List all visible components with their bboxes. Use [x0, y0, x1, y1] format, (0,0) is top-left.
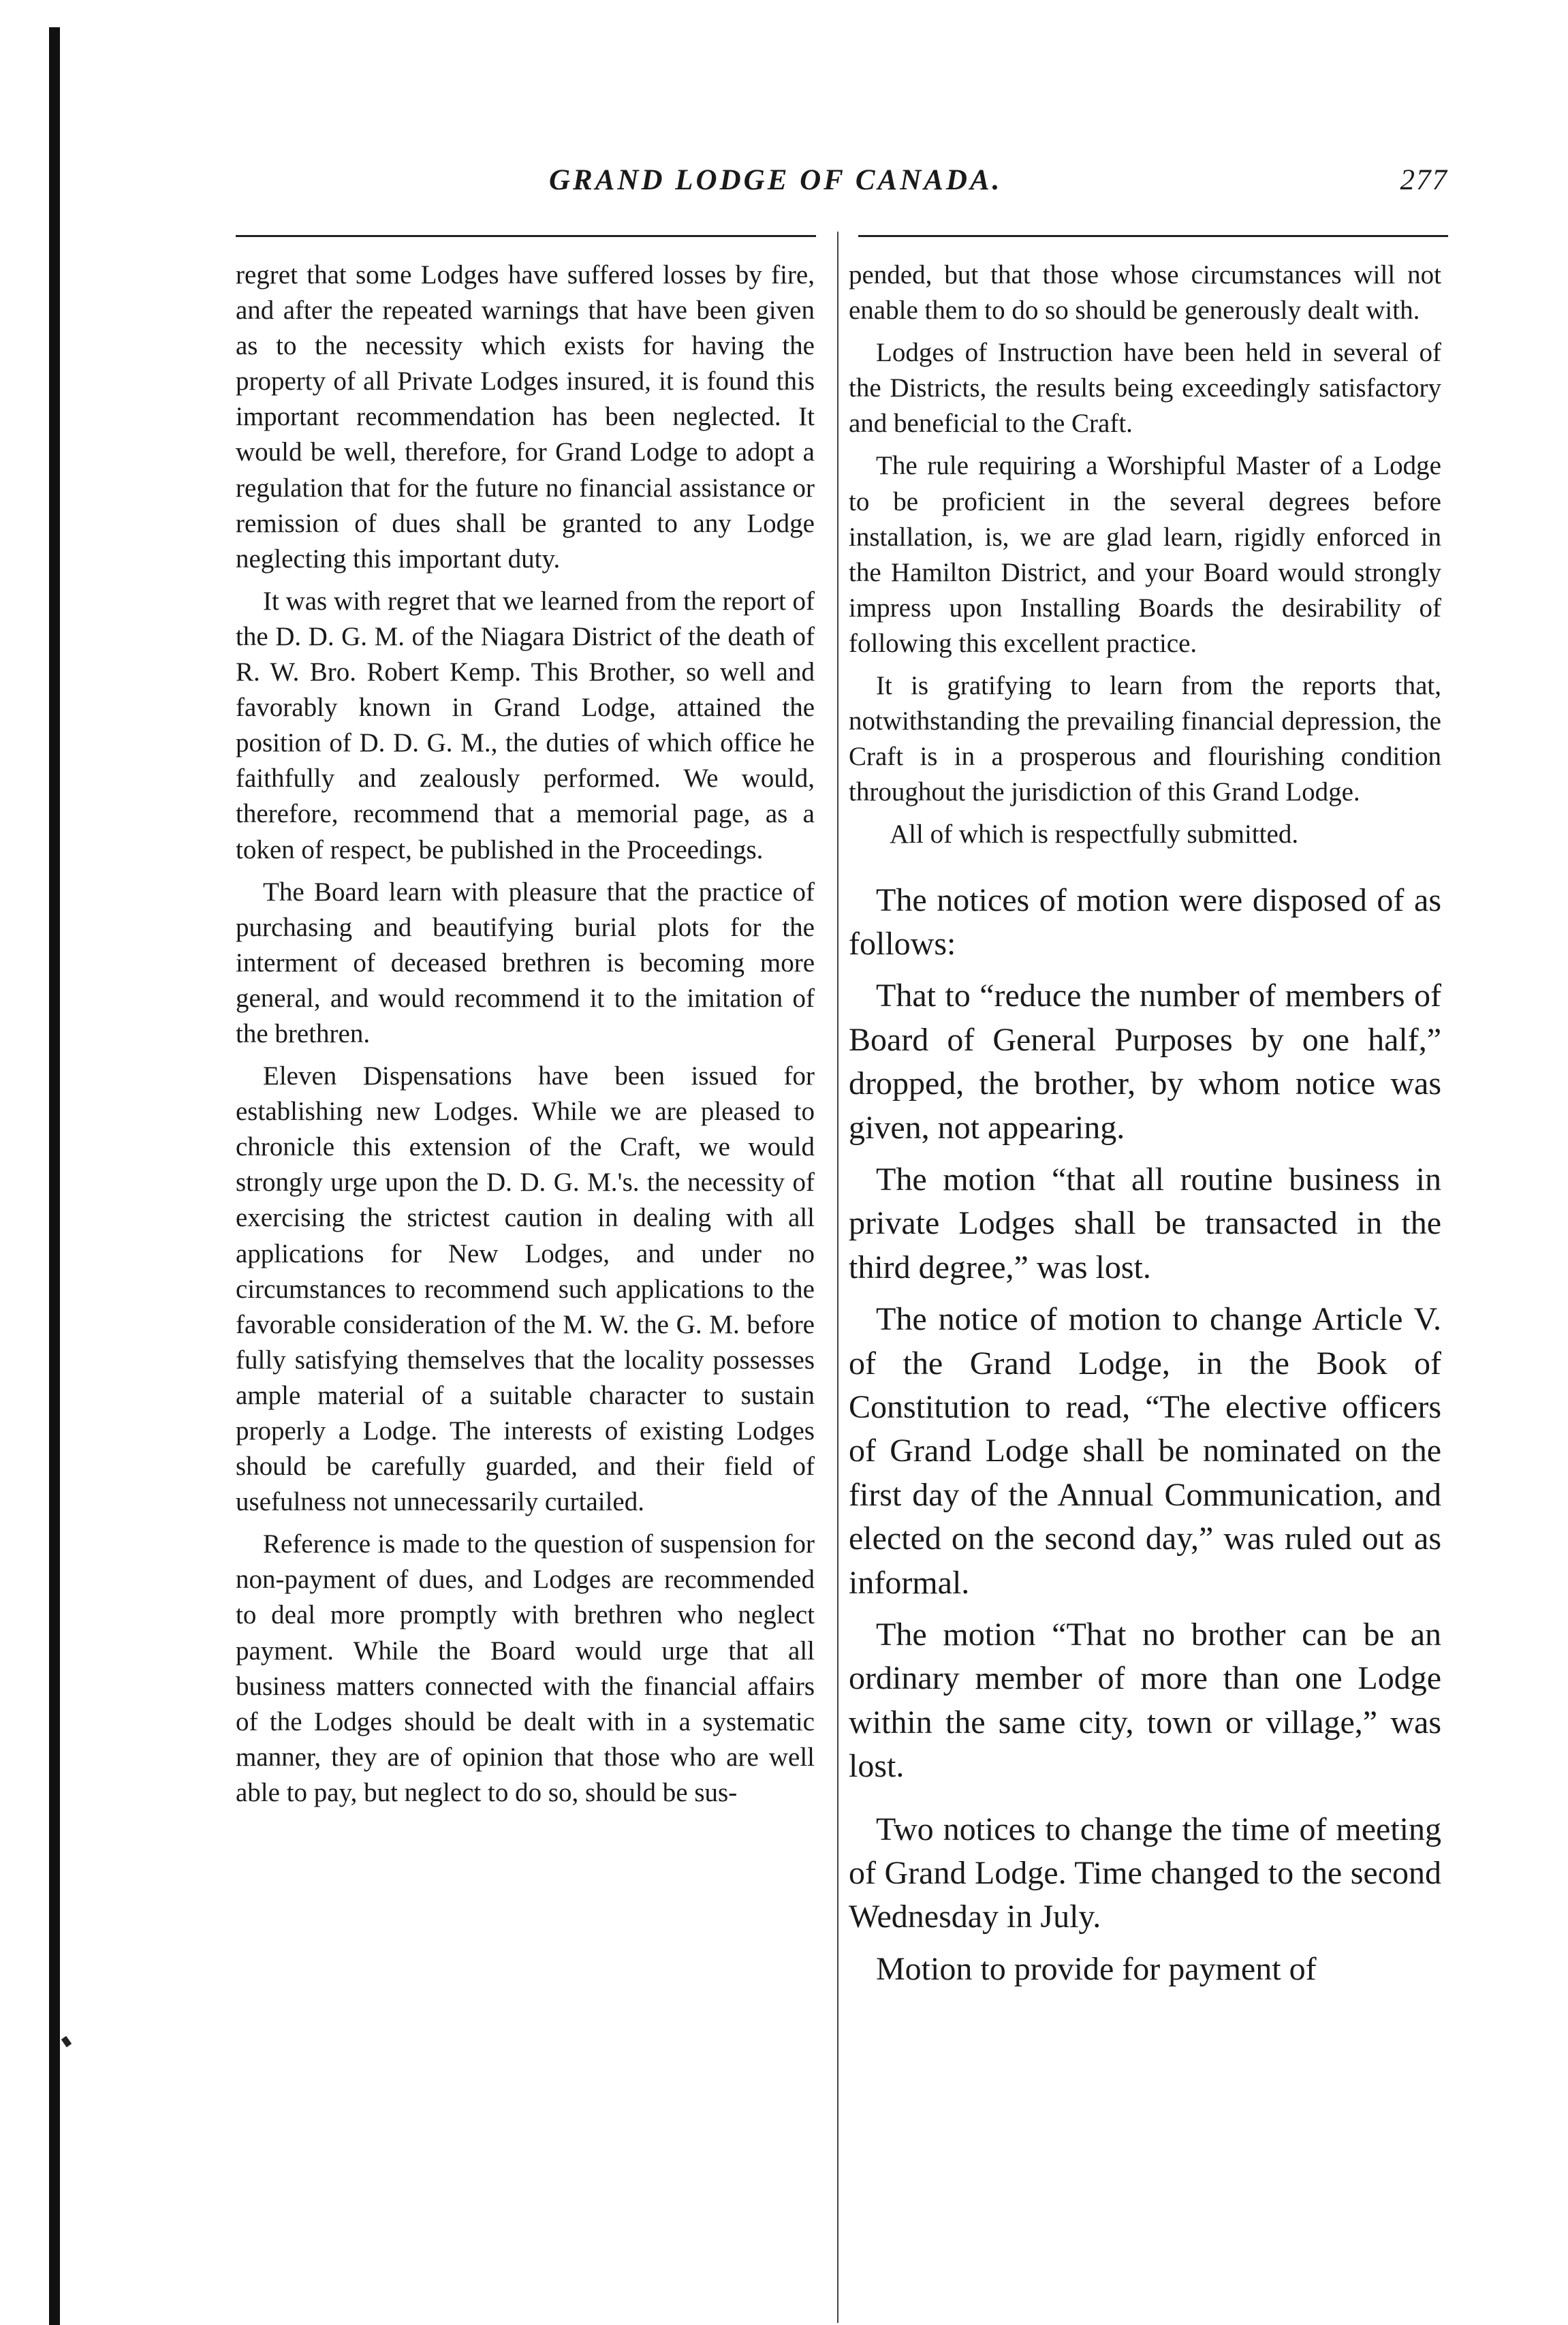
paragraph-article-five: The notice of motion to change Article V. of the Grand Lodge, in the Book of Constitution to read, “The elective officers of Grand Lodge shall be nominated on the first day of the Annual Communication, and elected on the second day,” was ruled out as informal.	[849, 1301, 1441, 1601]
paragraph-craft-prosperous: It is gratifying to learn from the reports that, notwithstanding the prevailing financial depression, the Craft is in a prosperous and flourishing condition throughout the jurisdiction of this Grand Lodge.	[849, 671, 1441, 807]
page-binding-edge	[49, 27, 60, 2325]
paragraph-third-degree: The motion “that all routine business in private Lodges shall be transacted in the third degree,” was lost.	[849, 1161, 1441, 1285]
paragraph-respectfully-submitted: All of which is respectfully submitted.	[890, 820, 1299, 849]
paragraph-ordinary-member: The motion “That no brother can be an ordinary member of more than one Lodge within the same city, town or village,” was lost.	[849, 1617, 1441, 1785]
running-head	[236, 163, 1448, 204]
binding-mark	[61, 2036, 72, 2048]
column-separator	[837, 232, 838, 2323]
right-column	[849, 258, 1441, 1991]
header-rule-left	[236, 235, 816, 237]
paragraph-suspension-continued: pended, but that those whose circumstances will not enable them to do so should be generously dealt with.	[849, 260, 1441, 326]
left-column	[236, 258, 815, 1811]
header-rule-right	[858, 235, 1448, 237]
paragraph-payment-motion: Motion to provide for payment of	[876, 1950, 1317, 1987]
paragraph-worshipful-master-rule: The rule requiring a Worshipful Master of a Lodge to be proficient in the several degrees before installation, is, we are glad learn, rigidly enforced in the Hamilton District, and your Board would strongly impress upon Installing Boards the desirability of following this excellent practice.	[849, 451, 1441, 658]
page-number: 277	[1400, 164, 1448, 196]
paragraph-dispensations: Eleven Dispensations have been issued for establishing new Lodges. While we are pleased to chronicle this extension of the Craft, we would strongly urge upon the D. D. G. M.'s. the necessity of exercising the strictest caution in dealing with all applications for New Lodges, and under no circumstances to recommend such applications to the favorable consideration of the M. W. the G. M. before fully satisfying themselves that the locality possesses ample material of a suitable character to sustain properly a Lodge. The interests of existing Lodges should be carefully guarded, and their field of usefulness not unnecessarily curtailed.	[236, 1061, 815, 1517]
paragraph-memorial-kemp: It was with regret that we learned from the report of the D. D. G. M. of the Niagara District of the death of R. W. Bro. Robert Kemp. This Brother, so well and favorably known in Grand Lodge, attained the position of D. D. G. M., the duties of which office he faithfully and zealously performed. We would, therefore, recommend that a memorial page, as a token of respect, be published in the Proceedings.	[236, 586, 815, 864]
paragraph-reduce-board: That to “reduce the number of members of Board of General Purposes by one half,” dropped, the brother, by whom notice was given, not appearing.	[849, 978, 1441, 1146]
paragraph-lodges-of-instruction: Lodges of Instruction have been held in several of the Districts, the results being exceedingly satisfactory and beneficial to the Craft.	[849, 338, 1441, 439]
paragraph-fire-losses: regret that some Lodges have suffered losses by fire, and after the repeated warnings that have been given as to the necessity which exists for having the property of all Private Lodges insured, it is found this important recommendation has been neglected. It would be well, therefore, for Grand Lodge to adopt a regulation that for the future no financial assistance or remission of dues shall be granted to any Lodge neglecting this important duty.	[236, 260, 815, 574]
paragraph-burial-plots: The Board learn with pleasure that the practice of purchasing and beautifying burial plots for the interment of deceased brethren is becoming more general, and would recommend it to the imitation of the brethren.	[236, 877, 815, 1048]
running-head-title: GRAND LODGE OF CANADA.	[549, 164, 1003, 196]
paragraph-suspension-dues: Reference is made to the question of suspension for non-payment of dues, and Lodges are recommended to deal more promptly with brethren who neglect payment. While the Board would urge that all business matters connected with the financial affairs of the Lodges should be dealt with in a systematic manner, they are of opinion that those who are well able to pay, but neglect to do so, should be sus-	[236, 1529, 815, 1807]
paragraph-notices-of-motion: The notices of motion were disposed of as follows:	[849, 881, 1441, 962]
paragraph-meeting-time: Two notices to change the time of meeting of Grand Lodge. Time changed to the second Wednesday in July.	[849, 1811, 1441, 1935]
